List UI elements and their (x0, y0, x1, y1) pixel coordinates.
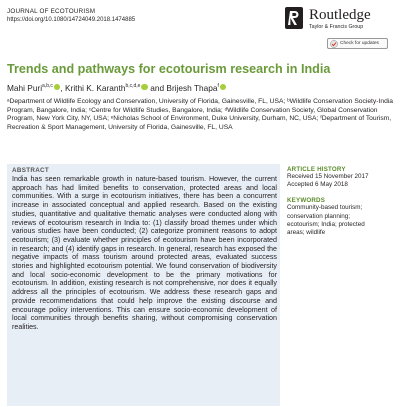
check-updates-label: Check for updates (340, 41, 379, 46)
author-name[interactable]: Brijesh Thapa (166, 83, 218, 93)
keyword-line: Community-based tourism; (287, 204, 363, 212)
publisher-subtitle: Taylor & Francis Group (309, 24, 364, 30)
keyword-line: ecotourism; India; protected (287, 220, 365, 228)
keyword-line: areas; wildlife (287, 229, 326, 237)
orcid-icon[interactable] (54, 84, 61, 91)
abstract-heading: ABSTRACT (12, 167, 50, 174)
author-name[interactable]: Krithi K. Karanth (65, 83, 126, 93)
doi-link[interactable]: https://doi.org/10.1080/14724049.2018.1474885 (7, 17, 136, 23)
crossmark-icon (330, 40, 338, 48)
orcid-icon[interactable] (141, 84, 148, 91)
author-affiliation-marker: f (217, 83, 219, 90)
affiliations: ᵃDepartment of Wildlife Ecology and Conservation, University of Florida, Gainesville, FL, USA; ᵇWildlife Conservation Society-India Program, Bangalore, India; ᶜCentre for Wildlife Studies, Bangalore, India; ᵈWildlife Conservation Society, Global Conservation Program, New York City, NY, USA; ᵉNicholas School of Environment, Duke University, Durham, NC, USA; ᶠDepartment of Tourism, Recreation & Sport Management, University of Florida, Gainesville, FL, USA (7, 98, 393, 131)
article-history-heading: ARTICLE HISTORY (287, 166, 346, 173)
accepted-date: Accepted 6 May 2018 (287, 181, 348, 189)
author-name[interactable]: Mahi Puri (7, 83, 43, 93)
journal-name: JOURNAL OF ECOTOURISM (7, 8, 96, 15)
publisher-logo (284, 6, 396, 36)
author-list: Mahi Puri$^{a,b,c}$ , Krithi K. Karanth$^{b,c,d,e}$ and Brijesh Thapa$^f$ (7, 83, 397, 93)
publisher-name: Routledge (309, 7, 371, 23)
article-sidebar (287, 166, 397, 237)
orcid-icon[interactable] (220, 84, 227, 91)
article-title: Trends and pathways for ecotourism research in India (7, 62, 331, 76)
keywords-heading: KEYWORDS (287, 197, 326, 205)
check-for-updates-button[interactable] (327, 38, 388, 49)
abstract-text: India has seen remarkable growth in nature-based tourism. However, the current approach has had limited benefits to conservation, protected areas and local communities. With a surge in ecotourism initiatives, there has been a concurrent increase in associated conceptual and applied research. Based on the existing studies, quantitative and qualitative thematic analyses were conducted along with reviews of ecotourism research in India to: (1) classify broad themes under which various studies have been conducted; (2) categorize prominent reasons to adopt ecotourism; (3) evaluate whether principles of ecotourism have been incorporated in research; and (4) identify gaps in research. In general, research has exposed the negative impacts of mass tourism around protected areas, evaluated success stories and highlighted ecotourism potential. We found conservation of biodiversity and local socio-economic development to be the primary motivations for ecotourism. In addition, existing research is not comprehensive, nor does it equally address all the principles of ecotourism. We address these research gaps and provide recommendations that could help improve the existing discourse and encourage policy interventions. This can ensure socio-economic development of local communities through benefits sharing, without compromising conservation realities. (12, 175, 277, 331)
routledge-logo-icon (284, 6, 304, 30)
keyword-line: conservation planning; (287, 212, 351, 220)
author-affiliation-marker: b,c,d,e (125, 83, 141, 90)
received-date: Received 15 November 2017 (287, 173, 369, 180)
author-affiliation-marker: a,b,c (42, 83, 53, 90)
